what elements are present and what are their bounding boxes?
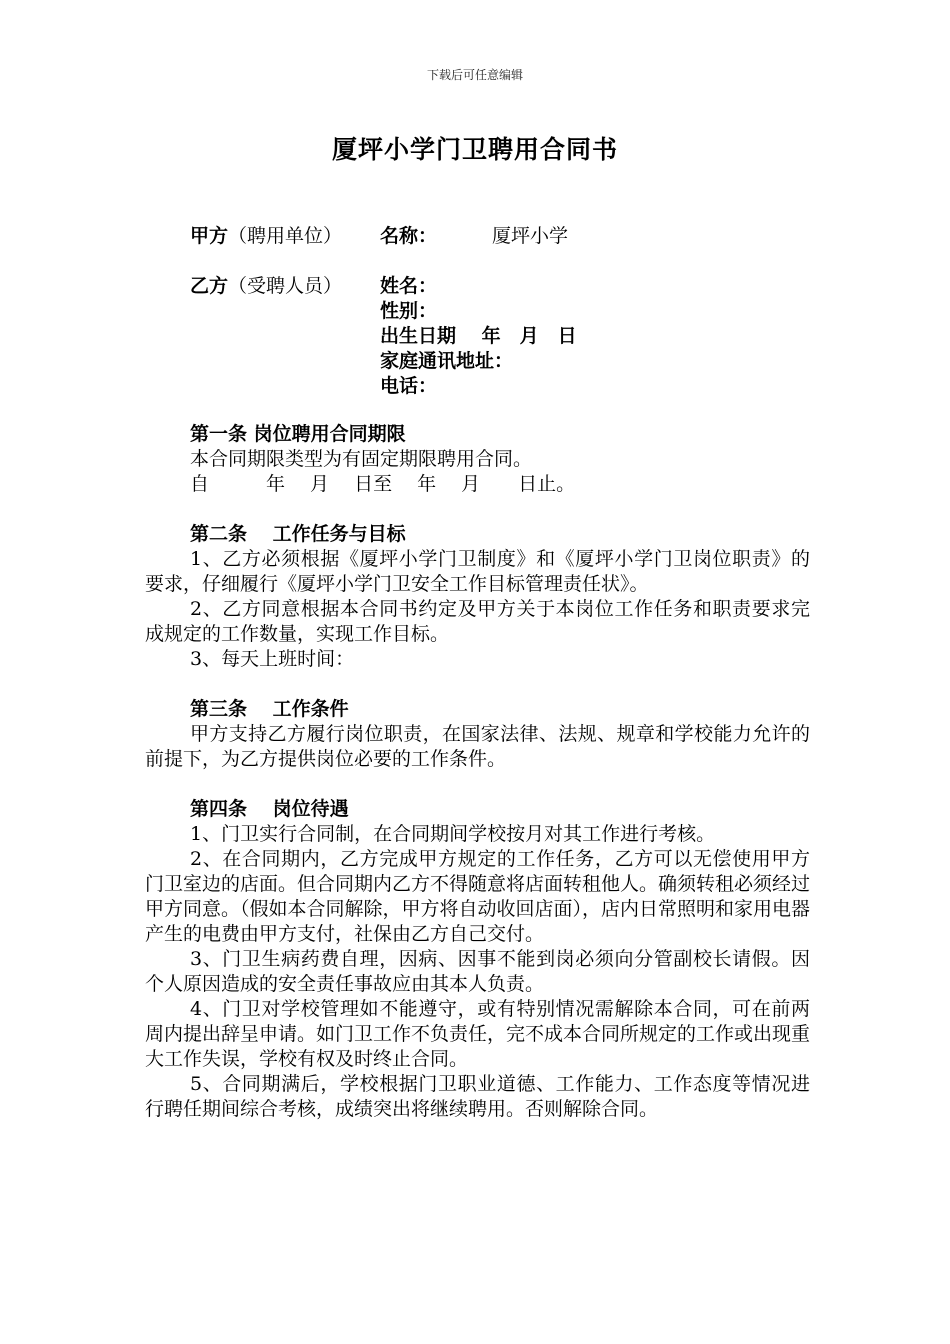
article-2-title: 第二条 工作任务与目标 bbox=[190, 523, 406, 545]
party-b-label bbox=[190, 274, 342, 299]
article-4-para-1: 1、门卫实行合同制，在合同期间学校按月对其工作进行考核。 bbox=[190, 823, 716, 845]
party-b-field-name: 姓名： bbox=[380, 275, 438, 297]
article-3-title: 第三条 工作条件 bbox=[190, 698, 349, 720]
article-1-line-1: 本合同期限类型为有固定期限聘用合同。 bbox=[190, 448, 533, 470]
party-b-name: 乙方 bbox=[190, 275, 229, 297]
party-a-name-value: 厦坪小学 bbox=[492, 225, 569, 247]
document-title: 厦坪小学门卫聘用合同书 bbox=[331, 135, 618, 164]
article-4-para-5: 5、合同期满后，学校根据门卫职业道德、工作能力、工作态度等情况进行聘任期间综合考核，成绩突出将继续聘用。否则解除合同。 bbox=[145, 1073, 810, 1120]
article-2-para-1: 1、乙方必须根据《厦坪小学门卫制度》和《厦坪小学门卫岗位职责》的要求，仔细履行《厦坪小学门卫安全工作目标管理责任状》。 bbox=[145, 548, 810, 595]
article-4-para-2: 2、在合同期内，乙方完成甲方规定的工作任务，乙方可以无偿使用甲方门卫室边的店面。但合同期内乙方不得随意将店面转租他人。确须转租必须经过甲方同意。（假如本合同解除，甲方将自动收回店面），店内日常照明和家用电器产生的电费由甲方支付，社保由乙方自己交付。 bbox=[145, 848, 811, 945]
article-2-para-3: 3、每天上班时间： bbox=[190, 648, 355, 670]
article-4-title: 第四条 岗位待遇 bbox=[190, 798, 349, 820]
party-a-name: 甲方 bbox=[190, 225, 229, 247]
party-a-label bbox=[190, 224, 342, 249]
article-4-para-4: 4、门卫对学校管理如不能遵守，或有特别情况需解除本合同，可在前两周内提出辞呈申请。如门卫工作不负责任，完不成本合同所规定的工作或出现重大工作失误，学校有权及时终止合同。 bbox=[145, 998, 811, 1070]
party-a-name-label: 名称： bbox=[380, 225, 438, 247]
contract-body bbox=[145, 422, 810, 1122]
party-b-field-birthdate: 出生日期 年 月 日 bbox=[380, 325, 577, 347]
header-note: 下载后可任意编辑 bbox=[426, 68, 523, 82]
article-1-line-2: 自 年 月 日至 年 月 日止。 bbox=[190, 473, 576, 495]
article-3 bbox=[145, 697, 810, 772]
article-1 bbox=[145, 422, 810, 497]
party-b-fields bbox=[380, 274, 577, 399]
article-2-para-2: 2、乙方同意根据本合同书约定及甲方关于本岗位工作任务和职责要求完成规定的工作数量，实现工作目标。 bbox=[145, 598, 810, 645]
party-b-field-gender: 性别： bbox=[380, 300, 438, 322]
article-2 bbox=[145, 522, 810, 672]
article-4-para-3: 3、门卫生病药费自理，因病、因事不能到岗必须向分管副校长请假。因个人原因造成的安全责任事故应由其本人负责。 bbox=[145, 948, 810, 995]
article-4 bbox=[145, 797, 810, 1122]
party-b-role: （受聘人员） bbox=[228, 275, 343, 297]
party-a-field bbox=[380, 224, 437, 249]
party-b-field-address: 家庭通讯地址： bbox=[380, 350, 514, 372]
article-3-para-1: 甲方支持乙方履行岗位职责，在国家法律、法规、规章和学校能力允许的前提下，为乙方提供岗位必要的工作条件。 bbox=[145, 723, 810, 770]
party-b-field-phone: 电话： bbox=[380, 375, 438, 397]
party-a-role: （聘用单位） bbox=[228, 225, 343, 247]
article-1-title: 第一条 岗位聘用合同期限 bbox=[190, 423, 406, 445]
